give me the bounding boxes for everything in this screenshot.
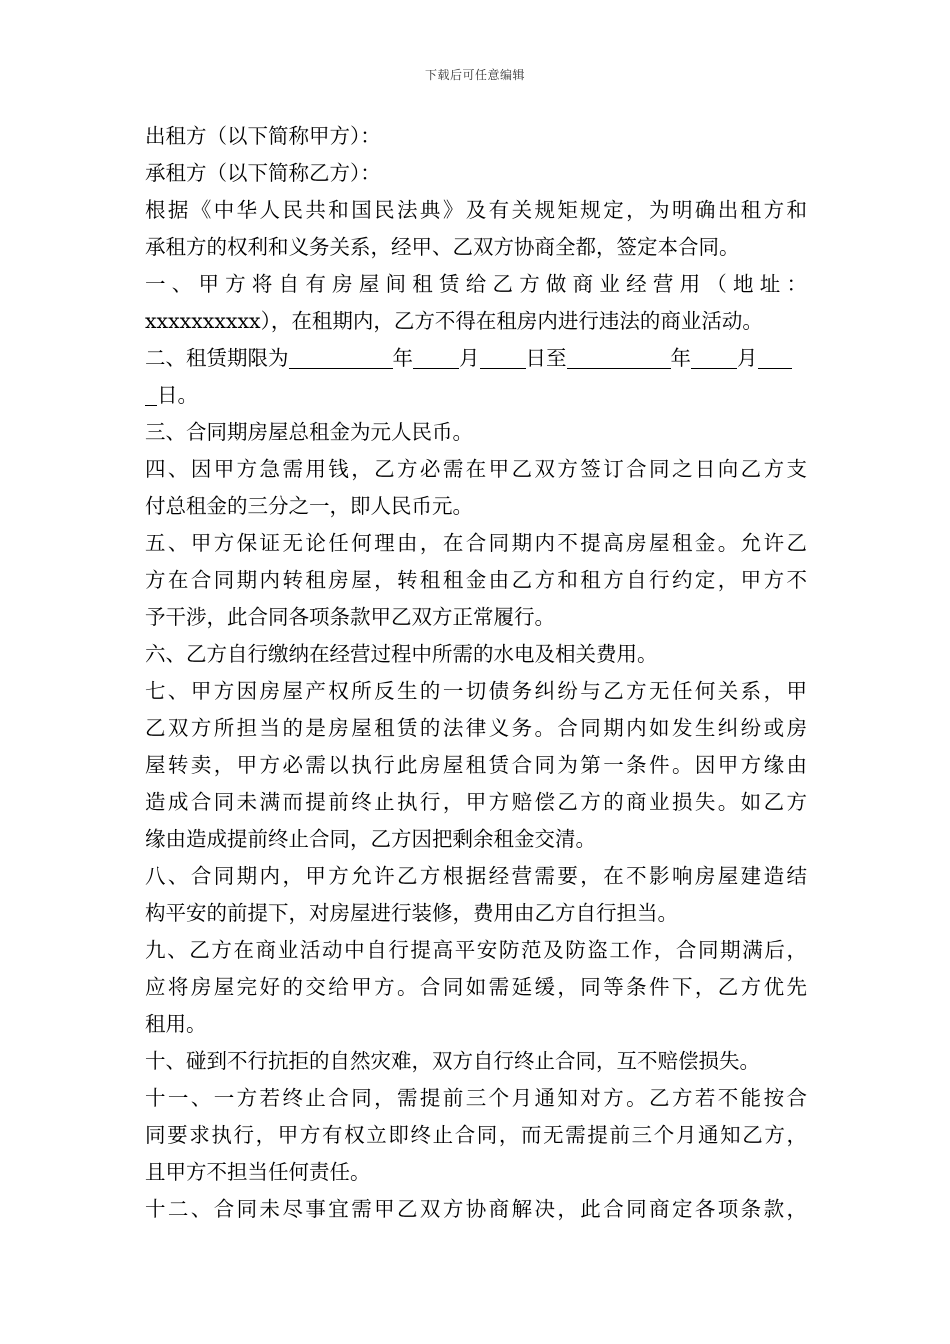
clause-7-line-1: 七、甲方因房屋产权所反生的一切债务纠纷与乙方无任何关系，甲 bbox=[145, 679, 807, 703]
clause-9-line-1: 九、乙方在商业活动中自行提高平安防范及防盗工作，合同期满后， bbox=[145, 938, 807, 962]
end-month-unit: 月 bbox=[737, 346, 758, 370]
clause-8-line-1: 八、合同期内，甲方允许乙方根据经营需要，在不影响房屋建造结 bbox=[145, 864, 807, 888]
end-month-blank bbox=[691, 346, 737, 369]
end-day-blank-part-2 bbox=[145, 383, 157, 406]
clause-6-line-1: 六、乙方自行缴纳在经营过程中所需的水电及相关费用。 bbox=[145, 642, 658, 666]
clause-4-line-1: 四、因甲方急需用钱，乙方必需在甲乙双方签订合同之日向乙方支 bbox=[145, 457, 807, 481]
start-month-unit: 月 bbox=[459, 346, 480, 370]
clause-5-line-3: 予干涉，此合同各项条款甲乙双方正常履行。 bbox=[145, 605, 555, 629]
clause-7-line-2: 乙双方所担当的是房屋租赁的法律义务。合同期内如发生纠纷或房 bbox=[145, 716, 807, 740]
clause-5-line-1: 五、甲方保证无论任何理由，在合同期内不提高房屋租金。允许乙 bbox=[145, 531, 807, 555]
clause-7-line-4: 造成合同未满而提前终止执行，甲方赔偿乙方的商业损失。如乙方 bbox=[145, 790, 807, 814]
clause-8-line-2: 构平安的前提下，对房屋进行装修，费用由乙方自行担当。 bbox=[145, 901, 678, 925]
end-year-blank bbox=[567, 346, 671, 369]
clause-11-line-1: 十一、一方若终止合同，需提前三个月通知对方。乙方若不能按合 bbox=[145, 1086, 807, 1110]
lessor-line: 出租方（以下简称甲方）： bbox=[145, 124, 381, 148]
start-year-blank bbox=[289, 346, 393, 369]
contract-body bbox=[145, 118, 807, 1228]
clause-11-line-2: 同要求执行，甲方有权立即终止合同，而无需提前三个月通知乙方， bbox=[145, 1123, 807, 1147]
lessee-line: 承租方（以下简称乙方）： bbox=[145, 161, 381, 185]
clause-9-line-3: 租用。 bbox=[145, 1012, 207, 1036]
start-day-unit: 日至 bbox=[525, 346, 567, 370]
start-month-blank bbox=[413, 346, 459, 369]
clause-2-line-2 bbox=[145, 377, 807, 414]
clause-5-line-2: 方在合同期内转租房屋，转租租金由乙方和租方自行约定，甲方不 bbox=[145, 568, 807, 592]
clause-7-line-3: 屋转卖，甲方必需以执行此房屋租赁合同为第一条件。因甲方缘由 bbox=[145, 753, 807, 777]
clause-10-line-1: 十、碰到不行抗拒的自然灾难，双方自行终止合同，互不赔偿损失。 bbox=[145, 1049, 760, 1073]
clause-3-line-1: 三、合同期房屋总租金为元人民币。 bbox=[145, 420, 473, 444]
clause-11-line-3: 且甲方不担当任何责任。 bbox=[145, 1160, 371, 1184]
clause-9-line-2: 应将房屋完好的交给甲方。合同如需延缓，同等条件下，乙方优先 bbox=[145, 975, 807, 999]
end-year-unit: 年 bbox=[670, 346, 691, 370]
preamble-line-1: 根据《中华人民共和国民法典》及有关规矩规定，为明确出租方和 bbox=[145, 198, 807, 222]
start-year-unit: 年 bbox=[392, 346, 413, 370]
page-header-note: 下载后可任意编辑 bbox=[424, 68, 525, 82]
end-day-blank-part-1 bbox=[758, 346, 792, 369]
clause-1-line-2: xxxxxxxxxx），在租期内，乙方不得在租房内进行违法的商业活动。 bbox=[145, 309, 763, 333]
preamble-line-2: 承租方的权利和义务关系，经甲、乙双方协商全都，签定本合同。 bbox=[145, 235, 740, 259]
start-day-blank bbox=[480, 346, 526, 369]
clause-2-label: 二、租赁期限为 bbox=[145, 346, 289, 370]
clause-12-line-1: 十二、合同未尽事宜需甲乙双方协商解决，此合同商定各项条款， bbox=[145, 1197, 807, 1221]
clause-1-line-1: 一、甲方将自有房屋间租赁给乙方做商业经营用（地址： bbox=[145, 272, 807, 296]
clause-4-line-2: 付总租金的三分之一，即人民币元。 bbox=[145, 494, 473, 518]
clause-7-line-5: 缘由造成提前终止合同，乙方因把剩余租金交清。 bbox=[145, 827, 596, 851]
end-day-unit: 日。 bbox=[157, 383, 198, 407]
clause-2-line-1 bbox=[145, 340, 807, 377]
